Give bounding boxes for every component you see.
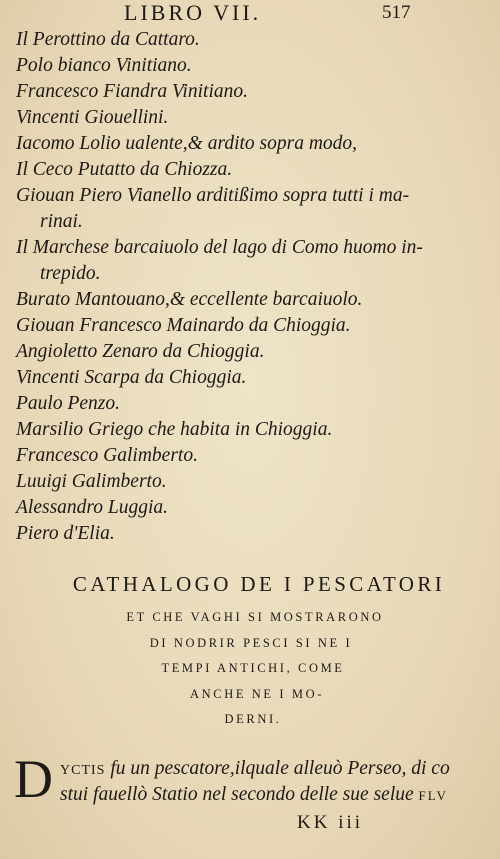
list-item: Piero d'Elia. xyxy=(16,523,115,544)
list-item: Paulo Penzo. xyxy=(16,393,120,414)
list-item-continuation: trepido. xyxy=(40,263,101,284)
list-item: Burato Mantouano,& eccellente barcaiuolo. xyxy=(16,289,363,310)
list-item-continuation: rinai. xyxy=(40,211,83,232)
page-header xyxy=(0,0,500,30)
list-item: Marsilio Griego che habita in Chioggia. xyxy=(16,419,333,440)
list-item: Vincenti Giouellini. xyxy=(16,107,169,128)
drop-cap-initial: D xyxy=(14,749,53,809)
section-subtitle-line: DI NODRIR PESCI SI NE I xyxy=(149,635,353,650)
fishermen-name-list xyxy=(16,27,476,547)
list-item: Vincenti Scarpa da Chioggia. xyxy=(16,367,247,388)
page-number: 517 xyxy=(382,2,411,23)
section-subtitle-line: ET CHE VAGHI SI MOSTRARONO xyxy=(126,610,384,624)
section-title: CATHALOGO DE I PESCATORI xyxy=(72,572,446,596)
section-subtitle-line: ANCHE NE I MO- xyxy=(190,686,324,701)
body-text-segment: stui fauellò Statio nel secondo delle sue selue xyxy=(60,784,414,805)
section-subtitle-line: DERNI. xyxy=(224,712,282,726)
body-text-segment: fu un pescatore,ilquale alleuò Perseo, di co xyxy=(105,758,450,779)
body-text-line xyxy=(60,758,450,780)
list-item: Francesco Galimberto. xyxy=(16,445,198,466)
running-title: LIBRO VII. xyxy=(124,0,262,25)
list-item: Giouan Francesco Mainardo da Chioggia. xyxy=(16,315,351,336)
body-text-line xyxy=(60,784,448,806)
signature-mark: KK iii xyxy=(297,812,364,833)
section-subtitle-line: TEMPI ANTICHI, COME xyxy=(161,661,345,675)
small-caps-word: yctis xyxy=(60,758,106,779)
list-item: Alessandro Luggia. xyxy=(16,497,169,518)
list-item: Iacomo Lolio ualente,& ardito sopra modo, xyxy=(16,133,358,154)
list-item: Il Perottino da Cattaro. xyxy=(16,29,200,50)
list-item: Il Ceco Putatto da Chiozza. xyxy=(16,159,233,180)
list-item: Giouan Piero Vianello arditißimo sopra tutti i ma- xyxy=(16,185,410,206)
list-item: Luuigi Galimberto. xyxy=(16,471,167,492)
list-item: Polo bianco Vinitiano. xyxy=(16,55,192,76)
catchword: FLV xyxy=(418,788,448,803)
section-heading xyxy=(0,572,500,733)
list-item: Il Marchese barcaiuolo del lago di Como huomo in- xyxy=(16,237,423,258)
list-item: Francesco Fiandra Vinitiano. xyxy=(16,81,248,102)
list-item: Angioletto Zenaro da Chioggia. xyxy=(16,341,265,362)
